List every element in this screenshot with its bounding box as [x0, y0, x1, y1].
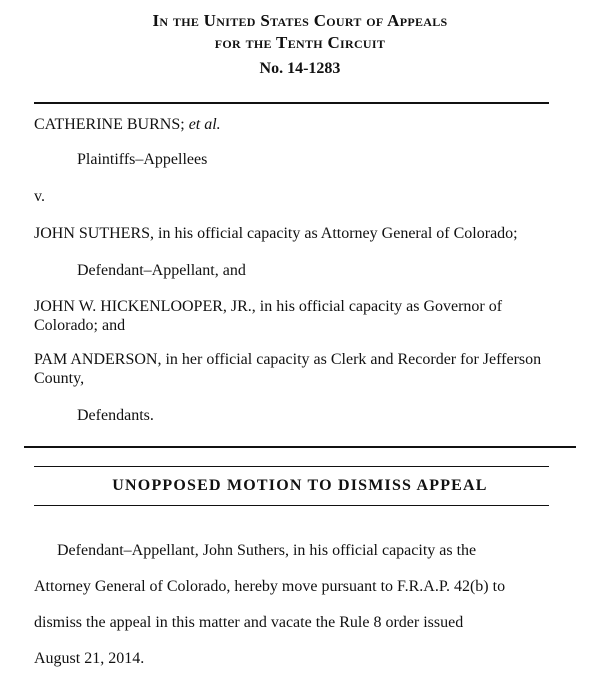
- defendant2-name: JOHN W. HICKENLOOPER, JR., in his official capacity as Governor of Colorado; and: [34, 298, 503, 334]
- court-name-line2: for the Tenth Circuit: [214, 33, 386, 52]
- versus: v.: [34, 188, 45, 205]
- title-top-rule: [34, 466, 549, 467]
- docket-number: No. 14-1283: [259, 60, 341, 77]
- motion-body-line-2: Attorney General of Colorado, hereby move pursuant to F.R.A.P. 42(b) to: [34, 578, 506, 595]
- plaintiff-etal: et al.: [188, 116, 221, 133]
- defendant1-name: JOHN SUTHERS, in his official capacity as Attorney General of Colorado;: [34, 225, 518, 242]
- motion-title: UNOPPOSED MOTION TO DISMISS APPEAL: [112, 477, 488, 494]
- plaintiff-line: [34, 115, 221, 134]
- motion-body-line-4: August 21, 2014.: [34, 650, 145, 667]
- caption-top-divider: [34, 102, 549, 104]
- plaintiff-name: CATHERINE BURNS;: [34, 116, 185, 133]
- motion-body-line-3: dismiss the appeal in this matter and vacate the Rule 8 order issued: [34, 614, 464, 631]
- title-bottom-rule: [34, 505, 549, 506]
- defendant1-role: Defendant–Appellant, and: [77, 262, 246, 279]
- caption-bottom-divider: [24, 446, 576, 448]
- defendants-role: Defendants.: [77, 407, 154, 424]
- plaintiff-role: Plaintiffs–Appellees: [77, 151, 208, 168]
- court-name-line1: In the United States Court of Appeals: [152, 11, 448, 30]
- motion-body-line-1: Defendant–Appellant, John Suthers, in his official capacity as the: [57, 542, 477, 559]
- defendant3-name: PAM ANDERSON, in her official capacity as Clerk and Recorder for Jefferson County,: [34, 351, 542, 387]
